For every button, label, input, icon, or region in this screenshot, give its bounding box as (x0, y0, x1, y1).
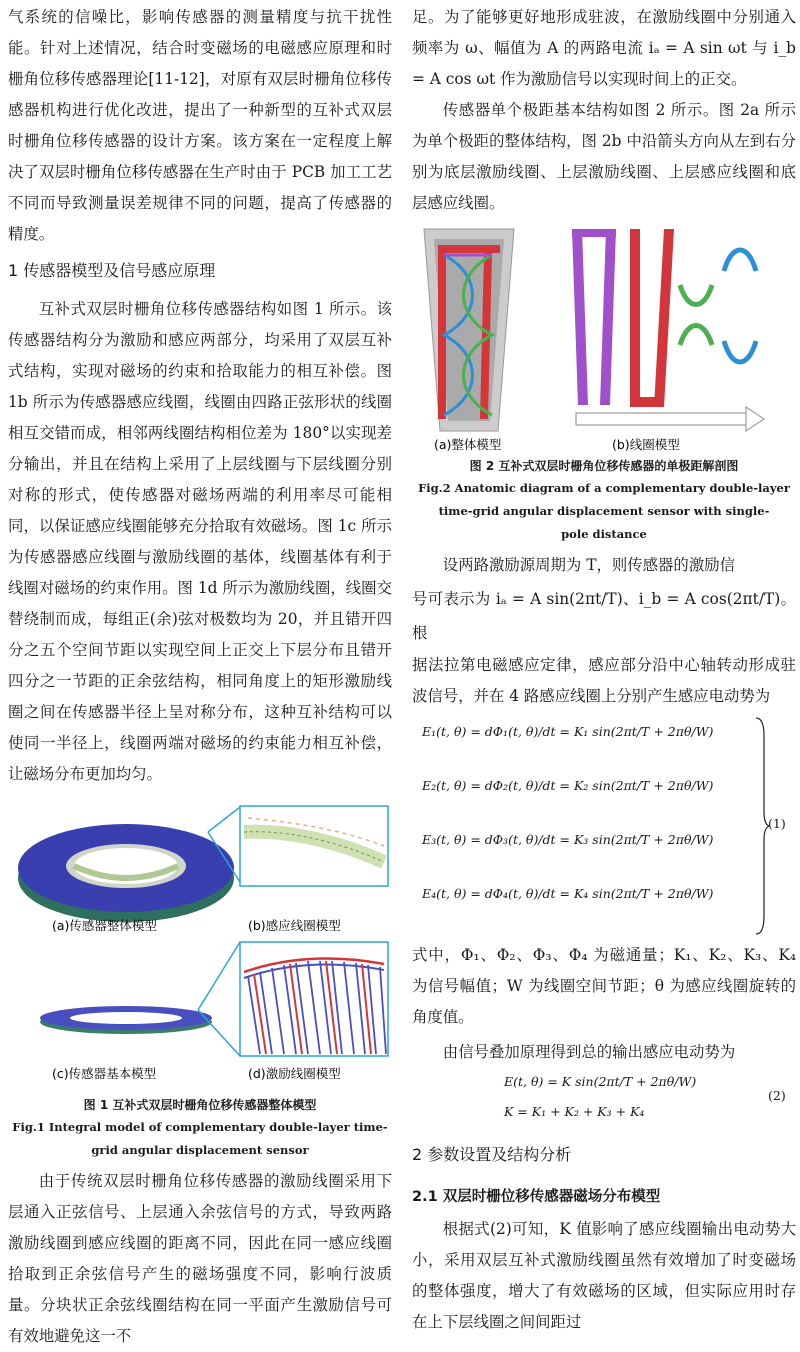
callout-line (198, 942, 240, 1010)
callout-line (198, 1010, 240, 1056)
equation-2-line-1: E(t, θ) = K sin(2πt/T + 2πθ/W) (504, 1074, 697, 1089)
equation-2 (412, 1068, 796, 1130)
figure-2-intro-paragraph: 传感器单个极距基本结构如图 2 所示。图 2a 所示为单个极距的整体结构，图 2b 中沿箭头方向从左到右分别为底层激励线圈、上层激励线圈、上层感应线圈和底层感应线圈。 (412, 101, 796, 212)
figure-2-label-a: (a)整体模型 (434, 437, 502, 452)
period-paragraph-line1: 设两路激励源周期为 T，则传感器的激励信 (442, 556, 735, 574)
figure-1-drawing (8, 802, 392, 1094)
equation-1-row-2: E₂(t, θ) = dΦ₂(t, θ)/dt = K₂ sin(2πt/T + 2πθ/W) (422, 778, 714, 793)
superposition-paragraph: 由信号叠加原理得到总的输出感应电动势为 (442, 1043, 736, 1061)
sensor-overall-model (18, 824, 234, 922)
equation-1-number: (1) (768, 816, 786, 831)
section-1-paragraph: 互补式双层时栅角位移传感器结构如图 1 所示。该传感器结构分为激励和感应两部分，均采用了双层互补式结构，实现对磁场的约束和拾取能力的相互补偿。图 1b 所示为传感器感应线圈，线圈由四路正弦形状的线圈相互交错而成，相邻两线圈结构相位差为 180°以实现差分输出，并且在结构上采用了上层线圈与下层线圈分别对称的形式，使传感器对磁场两端的利用率尽可能相同，以保证感应线圈能够充分拾取有效磁场。图 1c 所示为传感器感应线圈与激励线圈的基体，线圈基体有利于线圈对磁场的约束作用。图 1d 所示为激励线圈，线圈交替绕制而成，每组正(余)弦对极数均为 20，并且错开四分之五个空间节距以实现空间上正交上下层分布且错开四分之一节距的正余弦结构，相同角度上的矩形激励线圈之间在传感器半径上呈对称分布，这种互补结构可以使同一半径上，线圈两端对磁场的约束能力相互补偿，让磁场分布更加均匀。 (8, 300, 392, 783)
figure-1-label-b: (b)感应线圈模型 (248, 918, 341, 933)
figure-1 (8, 802, 392, 1094)
section-1-heading: 1 传感器模型及信号感应原理 (8, 261, 216, 280)
equation-2-number: (2) (768, 1088, 786, 1103)
left-column (8, 0, 392, 1352)
figure-2-label-b: (b)线圈模型 (612, 437, 680, 452)
equation-1 (412, 716, 796, 940)
figure-1-caption-en-line1: Fig.1 Integral model of complementary double-layer time- (12, 1120, 388, 1134)
right-column (412, 0, 796, 1338)
figure-2 (412, 225, 796, 455)
figure-1-label-a: (a)传感器整体模型 (52, 918, 157, 933)
section-2-1-heading: 2.1 双层时栅位移传感器磁场分布模型 (412, 1189, 661, 1205)
equation-1-row-1: E₁(t, θ) = dΦ₁(t, θ)/dt = K₁ sin(2πt/T + 2πθ/W) (422, 724, 714, 739)
single-pole-whole-model (424, 229, 514, 431)
figure-2-caption-en-line2: time-grid angular displacement sensor with single- (438, 504, 770, 518)
top-induction-coil (680, 285, 712, 345)
section-2-heading: 2 参数设置及结构分析 (412, 1145, 572, 1164)
figure-2-caption-zh: 图 2 互补式双层时栅角位移传感器的单极距解剖图 (469, 459, 739, 473)
intro-paragraph: 气系统的信噪比，影响传感器的测量精度与抗干扰性能。针对上述情况，结合时变磁场的电磁感应原理和时栅角位移传感器理论[11-12]，对原有双层时栅角位移传感器机构进行优化改进，提出了一种新型的互补式双层时栅角位移传感器的设计方案。该方案在一定程度上解决了双层时栅角位移传感器在生产时由于 PCB 加工工艺不同而导致测量误差规律不同的问题，提高了传感器的精度。 (8, 8, 392, 243)
direction-arrow (576, 407, 764, 431)
figure-1-label-c: (c)传感器基本模型 (52, 1066, 157, 1081)
induction-coil-model (240, 806, 388, 886)
sensor-base-model (40, 1006, 212, 1034)
excitation-paragraph: 由于传统双层时栅角位移传感器的激励线圈采用下层通入正弦信号、上层通入余弦信号的方式，导致两路激励线圈到感应线圈的距离不同，因此在同一感应线圈拾取到正余弦信号产生的磁场强度不同，影响行波质量。分块状正余弦线圈结构在同一平面产生激励信号可有效地避免这一不 (8, 1172, 392, 1345)
figure-2-caption-en-line3: pole distance (561, 527, 647, 541)
equation-2-line-2: K = K₁ + K₂ + K₃ + K₄ (504, 1104, 645, 1119)
figure-2-drawing (412, 225, 796, 455)
figure-1-caption-en-line2: grid angular displacement sensor (91, 1143, 309, 1157)
faraday-paragraph: 据法拉第电磁感应定律，感应部分沿中心轴转动形成驻波信号，并在 4 路感应线圈上分别产生感应电动势为 (412, 656, 796, 705)
callout-line (208, 807, 240, 832)
equation-1-row-3: E₃(t, θ) = dΦ₃(t, θ)/dt = K₃ sin(2πt/T + 2πθ/W) (422, 832, 714, 847)
top-excitation-coil (630, 229, 674, 407)
figure-1-caption-zh: 图 1 互补式双层时栅角位移传感器整体模型 (83, 1098, 317, 1112)
figure-1-label-d: (d)激励线圈模型 (248, 1066, 341, 1081)
excitation-continuation-paragraph: 足。为了能够更好地形成驻波，在激励线圈中分别通入频率为 ω、幅值为 A 的两路电流 iₐ = A sin ωt 与 i_b = A cos ωt 作为激励信号以实现时间上的正交。 (412, 8, 796, 88)
equation-1-note: 式中，Φ₁、Φ₂、Φ₃、Φ₄ 为磁通量；K₁、K₂、K₃、K₄ 为信号幅值；W 为线圈空间节距；θ 为感应线圈旋转的角度值。 (412, 946, 796, 1026)
figure-2-caption-en-line1: Fig.2 Anatomic diagram of a complementary double-layer (418, 481, 790, 495)
period-paragraph-line2: 号可表示为 iₐ = A sin(2πt/T)、i_b = A cos(2πt/T)。根 (412, 590, 796, 642)
bottom-excitation-coil (572, 229, 616, 405)
equation-1-row-4: E₄(t, θ) = dΦ₄(t, θ)/dt = K₄ sin(2πt/T + 2πθ/W) (422, 886, 714, 901)
section-2-1-paragraph: 根据式(2)可知，K 值影响了感应线圈输出电动势大小，采用双层互补式激励线圈虽然有效增加了时变磁场的整体强度，增大了有效磁场的区域，但实际应用时存在上下层线圈之间间距过 (412, 1220, 796, 1331)
excitation-coil-model (240, 942, 388, 1056)
bottom-induction-coil (724, 250, 756, 362)
